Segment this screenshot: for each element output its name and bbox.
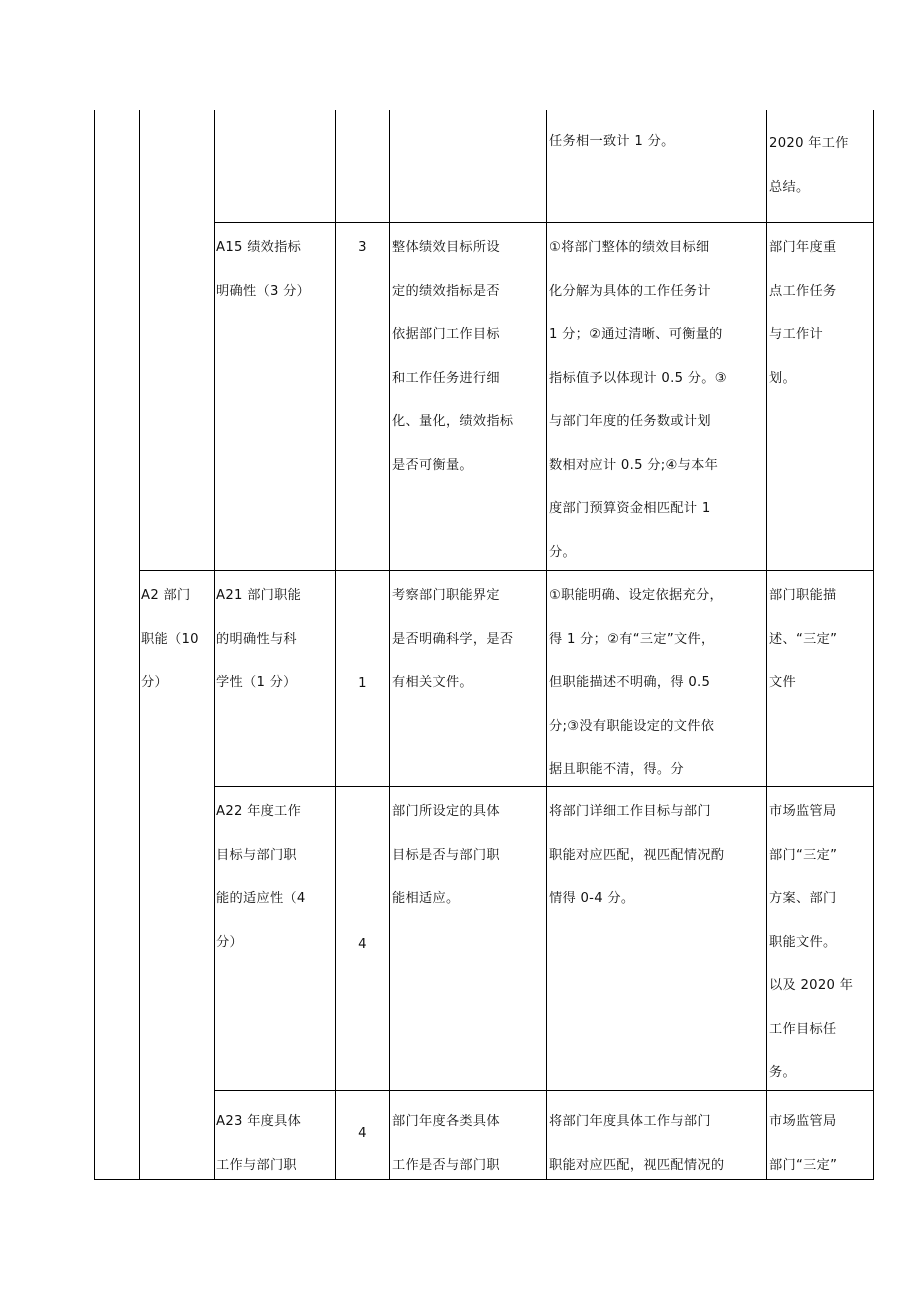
criteria-line: 数相对应计 0.5 分;④与本年 <box>549 457 719 473</box>
indicator-line: 能的适应性（4 <box>216 891 306 906</box>
criteria-cell <box>549 1100 724 1187</box>
row-divider <box>214 222 873 223</box>
description-line: 整体绩效目标所设 <box>392 240 500 255</box>
description-line: 能相适应。 <box>392 891 460 906</box>
criteria-line: 度部门预算资金相匹配计 1 <box>549 501 711 516</box>
score-cell <box>336 1112 389 1156</box>
score-cell <box>336 226 389 270</box>
description-line: 考察部门职能界定 <box>392 588 500 603</box>
source-line: 务。 <box>769 1065 796 1080</box>
criteria-line: 指标值予以体现计 0.5 分。③ <box>549 370 727 386</box>
column-divider <box>546 110 547 1179</box>
indicator-line: 明确性（3 分） <box>216 283 311 299</box>
score-value: 4 <box>358 937 367 952</box>
description-line: 定的绩效指标是否 <box>392 283 500 299</box>
source-cell <box>769 790 853 1095</box>
indicator-line: 学性（1 分） <box>216 675 297 690</box>
source-line: 市场监管局 <box>769 1114 837 1129</box>
criteria-line: 职能对应匹配，视匹配情况酌 <box>549 847 725 863</box>
indicator-cell <box>216 790 306 964</box>
source-line: 述、“三定” <box>769 631 838 647</box>
criteria-line: 将部门详细工作目标与部门 <box>549 804 711 819</box>
criteria-line: 1 分；②通过清晰、可衡量的 <box>549 327 723 342</box>
source-line: 总结。 <box>769 179 810 195</box>
criteria-line: 得 1 分；②有“三定”文件， <box>549 631 715 647</box>
criteria-cell <box>549 790 724 921</box>
description-cell <box>392 790 500 921</box>
source-cell <box>769 1100 837 1187</box>
source-line: 职能文件。 <box>769 934 837 950</box>
criteria-line: 分;③没有职能设定的文件依 <box>549 718 715 734</box>
column-divider <box>214 110 215 1179</box>
criteria-cell <box>549 120 675 164</box>
source-cell <box>769 122 849 209</box>
source-line: 部门“三定” <box>769 1157 838 1173</box>
indicator-line: 工作与部门职 <box>216 1157 297 1173</box>
table-border-right <box>873 110 874 1179</box>
description-line: 目标是否与部门职 <box>392 847 500 863</box>
source-line: 部门“三定” <box>769 847 838 863</box>
criteria-line: 但职能描述不明确，得 0.5 <box>549 675 711 690</box>
indicator-cell <box>216 1100 301 1187</box>
column-divider <box>389 110 390 1179</box>
description-cell <box>392 1100 500 1187</box>
source-cell <box>769 226 836 400</box>
description-line: 和工作任务进行细 <box>392 370 500 386</box>
criteria-line: ①将部门整体的绩效目标细 <box>549 240 710 255</box>
source-line: 划。 <box>769 370 796 386</box>
source-line: 以及 2020 年 <box>769 978 854 993</box>
criteria-line: 分。 <box>549 544 576 560</box>
criteria-line: 化分解为具体的工作任务计 <box>549 283 711 299</box>
source-line: 市场监管局 <box>769 804 837 819</box>
description-line: 化、量化，绩效指标 <box>392 414 514 429</box>
source-line: 方案、部门 <box>769 891 837 906</box>
indicator-cell <box>216 226 310 313</box>
row-divider <box>139 570 873 571</box>
criteria-cell <box>549 226 727 574</box>
criteria-cell <box>549 574 723 792</box>
criteria-line: 与部门年度的任务数或计划 <box>549 414 711 429</box>
source-line: 文件 <box>769 675 796 690</box>
category-cell <box>141 574 199 705</box>
score-cell <box>336 923 389 967</box>
score-value: 3 <box>358 240 367 255</box>
description-line: 部门年度各类具体 <box>392 1114 500 1129</box>
criteria-line: 情得 0-4 分。 <box>549 891 635 906</box>
indicator-line: A21 部门职能 <box>216 588 302 603</box>
criteria-line: 职能对应匹配，视匹配情况的 <box>549 1157 725 1173</box>
indicator-line: 分） <box>216 934 243 950</box>
column-divider <box>766 110 767 1179</box>
description-line: 依据部门工作目标 <box>392 327 500 342</box>
score-value: 4 <box>358 1126 367 1141</box>
indicator-line: 的明确性与科 <box>216 631 297 647</box>
category-line: 职能（10 <box>141 631 199 647</box>
category-line: A2 部门 <box>141 588 191 603</box>
indicator-line: A22 年度工作 <box>216 804 302 819</box>
source-line: 点工作任务 <box>769 283 837 299</box>
criteria-line: 将部门年度具体工作与部门 <box>549 1114 711 1129</box>
source-line: 部门职能描 <box>769 588 837 603</box>
source-line: 工作目标任 <box>769 1021 837 1037</box>
description-line: 工作是否与部门职 <box>392 1157 500 1173</box>
category-line: 分） <box>141 675 168 690</box>
source-line: 2020 年工作 <box>769 136 849 151</box>
description-line: 有相关文件。 <box>392 675 473 690</box>
indicator-line: 目标与部门职 <box>216 847 297 863</box>
source-line: 部门年度重 <box>769 240 837 255</box>
column-divider <box>335 110 336 1179</box>
description-line: 是否可衡量。 <box>392 457 473 473</box>
criteria-line: 任务相一致计 1 分。 <box>549 134 675 149</box>
description-cell <box>392 574 513 705</box>
score-value: 1 <box>358 676 367 691</box>
description-line: 部门所设定的具体 <box>392 804 500 819</box>
column-divider <box>139 110 140 1179</box>
criteria-line: 据且职能不清，得。分 <box>549 762 684 777</box>
indicator-cell <box>216 574 301 705</box>
row-divider <box>214 786 873 787</box>
indicator-line: A23 年度具体 <box>216 1114 302 1129</box>
source-cell <box>769 574 837 705</box>
source-line: 与工作计 <box>769 327 823 342</box>
score-cell <box>336 662 389 706</box>
description-cell <box>392 226 513 487</box>
indicator-line: A15 绩效指标 <box>216 240 302 255</box>
description-line: 是否明确科学，是否 <box>392 631 514 647</box>
criteria-line: ①职能明确、设定依据充分， <box>549 588 723 603</box>
table-border-left <box>94 110 95 1179</box>
